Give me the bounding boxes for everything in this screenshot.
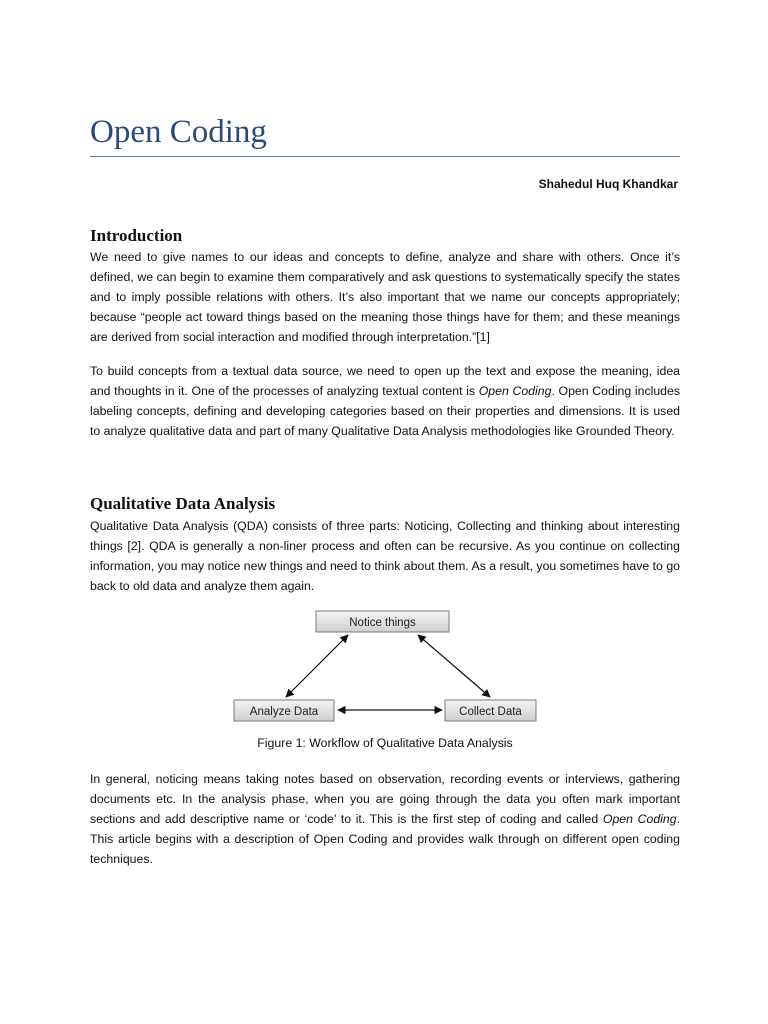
introduction-paragraph-1: We need to give names to our ideas and concepts to define, analyze and share with others. Once it’s defined, we can begin to examine them comparatively and ask questions to systematically specify the states and to imply possible relations with others. It’s also important that we name our concepts appropriately; because “people act toward things based on the meaning those things have for them; and these meanings are derived from social interaction and modified through interpretation.”[1] bbox=[90, 250, 680, 344]
qda-heading: Qualitative Data Analysis bbox=[90, 494, 276, 513]
notice-collect-arrow bbox=[418, 635, 490, 697]
collect-data-label: Collect Data bbox=[459, 706, 522, 718]
qda-paragraph-2 bbox=[90, 769, 680, 869]
qda-workflow-diagram bbox=[230, 608, 540, 726]
qda-p2-text-b: . This article begins with a description of Open Coding and provides walk through on different open coding techniques. bbox=[90, 812, 681, 866]
introduction-paragraph-2 bbox=[90, 361, 680, 441]
author-name: Shahedul Huq Khandkar bbox=[538, 177, 678, 191]
title-divider bbox=[90, 156, 680, 157]
intro-p2-emphasis: Open Coding bbox=[478, 384, 552, 398]
page-title: Open Coding bbox=[90, 114, 267, 150]
intro-p2-text-a: To build concepts from a textual data source, we need to open up the text and expose the meaning, idea and thoughts in it. One of the processes of analyzing textual content is bbox=[90, 364, 680, 398]
analyze-data-label: Analyze Data bbox=[249, 706, 319, 718]
qda-p2-text-a: In general, noticing means taking notes based on observation, recording events or interviews, gathering documents etc. In the analysis phase, when you are going through the data you often mark important sections and add descriptive name or ‘code’ to it. This is the first step of coding and called bbox=[90, 772, 680, 826]
figure-caption: Figure 1: Workflow of Qualitative Data Analysis bbox=[257, 736, 513, 750]
notice-things-label: Notice things bbox=[349, 617, 416, 629]
qda-paragraph-1: Qualitative Data Analysis (QDA) consists of three parts: Noticing, Collecting and thinking about interesting things [2]. QDA is generally a non-liner process and often can be recursive. As you continue on collecting information, you may notice new things and need to think about them. As a result, you sometimes have to go back to old data and analyze them again. bbox=[90, 519, 680, 593]
collect-data-box bbox=[445, 700, 536, 721]
intro-p2-text-b: . Open Coding includes labeling concepts, defining and developing categories based on their properties and dimensions. It is used to analyze qualitative data and part of many Qualitative Data Analysis methodologies like Grounded Theory. bbox=[90, 384, 681, 438]
introduction-heading: Introduction bbox=[90, 226, 183, 245]
qda-p2-emphasis: Open Coding bbox=[602, 812, 677, 826]
analyze-data-box bbox=[234, 700, 334, 721]
notice-analyze-arrow bbox=[286, 635, 348, 697]
notice-things-box bbox=[316, 611, 449, 632]
